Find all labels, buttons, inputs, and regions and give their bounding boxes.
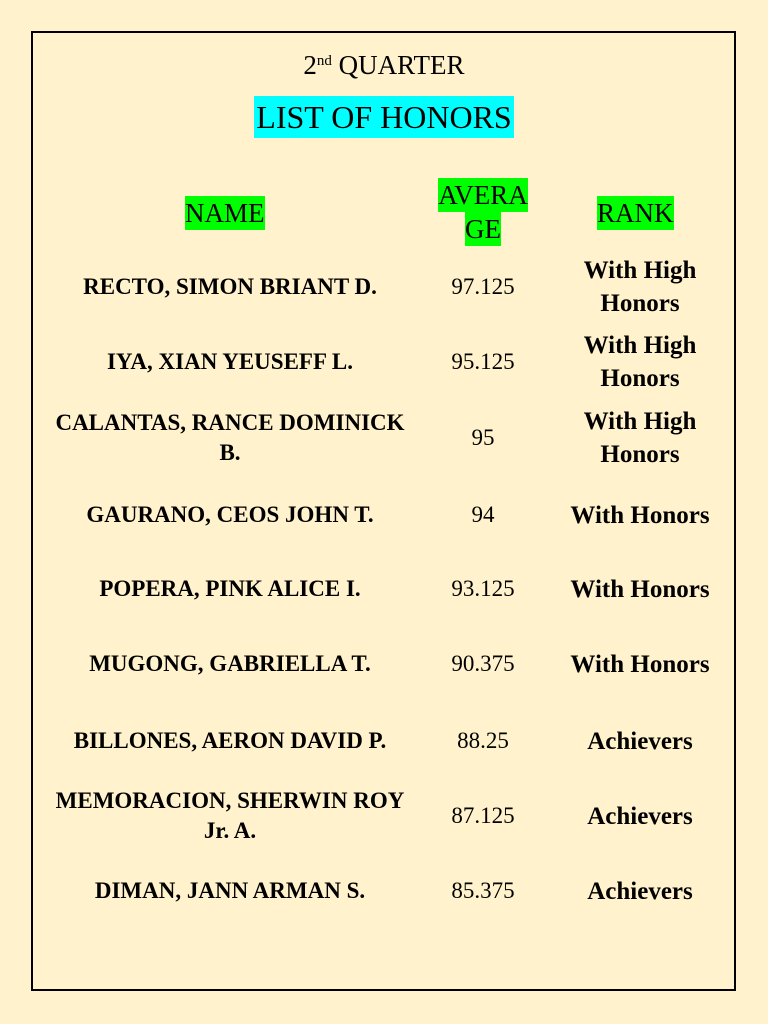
student-name: GAURANO, CEOS JOHN T. [86, 502, 374, 527]
column-header-rank [597, 196, 674, 230]
column-header-average-line1: AVERA [438, 180, 528, 210]
table-row [0, 781, 768, 851]
student-average: 90.375 [451, 651, 515, 676]
student-average: 87.125 [451, 803, 515, 828]
student-rank: With High Honors [583, 408, 697, 468]
student-name: MEMORACION, SHERWIN ROY Jr. A. [55, 788, 405, 843]
student-average: 95 [471, 425, 495, 450]
table-row [0, 480, 768, 550]
student-average: 85.375 [451, 878, 515, 903]
table-row [0, 252, 768, 322]
student-rank: With Honors [570, 650, 710, 678]
column-header-name-label: NAME [185, 198, 265, 228]
student-name: BILLONES, AERON DAVID P. [73, 728, 387, 753]
student-rank: Achievers [587, 877, 693, 905]
student-rank: With High Honors [583, 332, 697, 392]
column-header-name [185, 196, 265, 230]
student-name: MUGONG, GABRIELLA T. [89, 651, 371, 676]
column-header-average [431, 178, 535, 246]
table-row [0, 856, 768, 926]
student-rank: Achievers [587, 802, 693, 830]
student-name: RECTO, SIMON BRIANT D. [83, 274, 377, 299]
student-rank: With Honors [570, 501, 710, 529]
title-wrapper [0, 96, 768, 138]
quarter-word: QUARTER [338, 50, 465, 80]
student-name: CALANTAS, RANCE DOMINICK B. [55, 410, 405, 465]
student-average: 97.125 [451, 274, 515, 299]
student-average: 95.125 [451, 349, 515, 374]
student-rank: With High Honors [583, 257, 697, 317]
table-row [0, 554, 768, 624]
student-name: POPERA, PINK ALICE I. [99, 576, 361, 601]
column-header-rank-label: RANK [597, 198, 674, 228]
student-average: 94 [471, 502, 495, 527]
quarter-number: 2 [303, 50, 317, 80]
table-row [0, 403, 768, 473]
column-header-average-line2: GE [465, 214, 501, 244]
table-row [0, 327, 768, 397]
student-name: IYA, XIAN YEUSEFF L. [106, 349, 353, 374]
student-average: 88.25 [457, 728, 509, 753]
student-rank: Achievers [587, 727, 693, 755]
student-average: 93.125 [451, 576, 515, 601]
table-row [0, 706, 768, 776]
page-title: LIST OF HONORS [254, 96, 513, 138]
quarter-heading [0, 48, 768, 82]
table-row [0, 629, 768, 699]
student-name: DIMAN, JANN ARMAN S. [94, 878, 366, 903]
student-rank: With Honors [570, 575, 710, 603]
quarter-suffix: nd [316, 53, 332, 69]
